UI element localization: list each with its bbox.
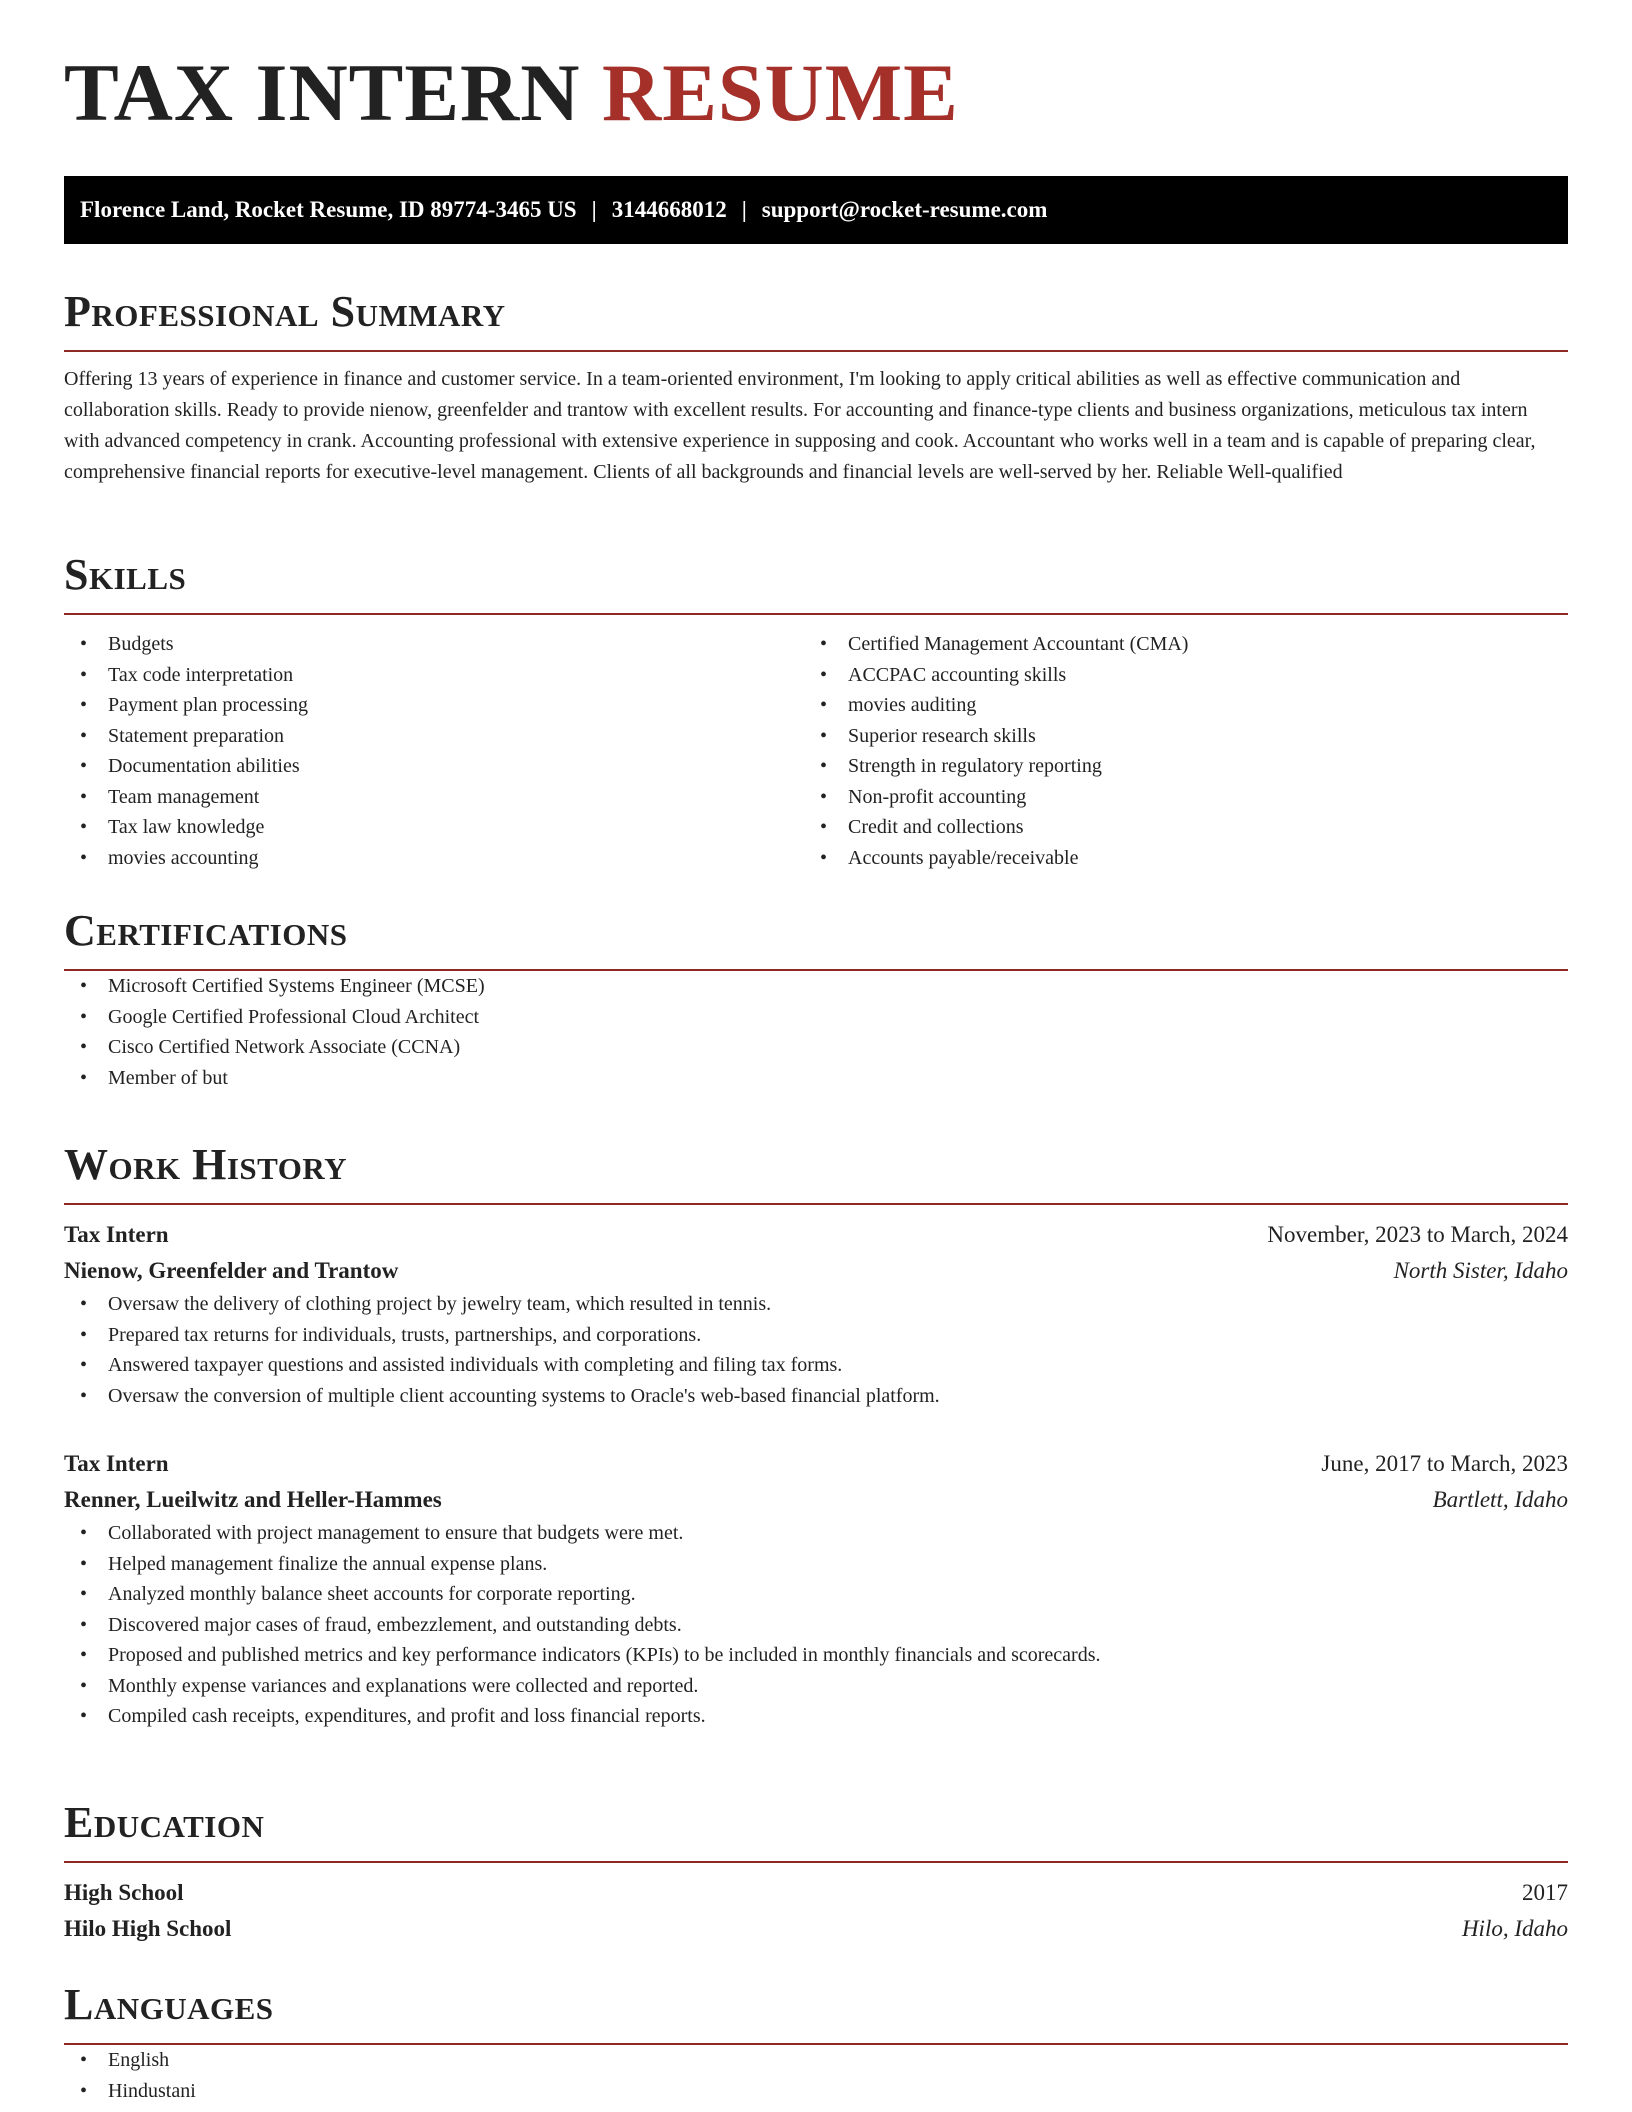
language-item: • Hindustani [64, 2076, 1568, 2107]
skills-grid [64, 629, 1568, 873]
skill-item: • Superior research skills [804, 721, 1544, 752]
job-bullet: • Oversaw the delivery of clothing project by jewelry team, which resulted in tennis. [64, 1289, 1568, 1320]
skill-item: • Statement preparation [64, 721, 804, 752]
skill-item: • Payment plan processing [64, 690, 804, 721]
skill-item: • Tax law knowledge [64, 812, 804, 843]
job-bullet: • Monthly expense variances and explanations were collected and reported. [64, 1671, 1568, 1702]
certifications-section [64, 906, 1568, 1093]
section-divider [64, 613, 1568, 615]
skill-item: • Team management [64, 782, 804, 813]
languages-list [64, 2045, 1568, 2106]
skill-item: • Budgets [64, 629, 804, 660]
job-bullet: • Proposed and published metrics and key performance indicators (KPIs) to be included in monthly financials and scorecards. [64, 1640, 1568, 1671]
job-bullet: • Compiled cash receipts, expenditures, and profit and loss financial reports. [64, 1701, 1568, 1732]
job-location: North Sister, Idaho [1393, 1258, 1568, 1283]
contact-separator: | [741, 197, 747, 222]
skill-item: • movies accounting [64, 843, 804, 874]
skill-item: • Strength in regulatory reporting [804, 751, 1544, 782]
education-school: Hilo High School [64, 1916, 232, 1941]
skills-section [64, 550, 1568, 873]
job-company: Nienow, Greenfelder and Trantow [64, 1258, 399, 1283]
job-company-row [64, 1253, 1568, 1289]
skill-item: • Tax code interpretation [64, 660, 804, 691]
skills-list-left [64, 629, 804, 873]
job-bullet: • Discovered major cases of fraud, embezzlement, and outstanding debts. [64, 1610, 1568, 1641]
title-main: TAX INTERN [64, 47, 581, 138]
job-company-row [64, 1482, 1568, 1518]
section-divider [64, 350, 1568, 352]
certification-item: • Microsoft Certified Systems Engineer (MCSE) [64, 971, 1568, 1002]
skill-item: • Credit and collections [804, 812, 1544, 843]
job-dates: November, 2023 to March, 2024 [1267, 1222, 1568, 1247]
job-location: Bartlett, Idaho [1432, 1487, 1568, 1512]
education-heading: Education [64, 1798, 265, 1847]
summary-heading: Professional Summary [64, 287, 506, 336]
skill-item: • ACCPAC accounting skills [804, 660, 1544, 691]
contact-bar [64, 176, 1568, 244]
certifications-heading: Certifications [64, 906, 348, 955]
education-school-row [64, 1911, 1568, 1947]
contact-email[interactable]: support@rocket-resume.com [761, 197, 1048, 222]
certification-item: • Cisco Certified Network Associate (CCNA) [64, 1032, 1568, 1063]
skill-item: • Certified Management Accountant (CMA) [804, 629, 1544, 660]
job-header-row [64, 1217, 1568, 1253]
education-location: Hilo, Idaho [1461, 1916, 1568, 1941]
certifications-list [64, 971, 1568, 1093]
job-header-row [64, 1446, 1568, 1482]
skill-item: • movies auditing [804, 690, 1544, 721]
title-accent: RESUME [602, 47, 959, 138]
languages-heading: Languages [64, 1980, 274, 2029]
skills-heading: Skills [64, 550, 187, 599]
job-bullet: • Prepared tax returns for individuals, trusts, partnerships, and corporations. [64, 1320, 1568, 1351]
job-title: Tax Intern [64, 1222, 169, 1247]
languages-section [64, 1980, 1568, 2106]
job-bullet: • Helped management finalize the annual expense plans. [64, 1549, 1568, 1580]
job-bullet: • Oversaw the conversion of multiple client accounting systems to Oracle's web-based financial platform. [64, 1381, 1568, 1412]
education-entry [64, 1875, 1568, 1947]
job-bullets [64, 1518, 1568, 1732]
section-divider [64, 1203, 1568, 1205]
certification-item: • Google Certified Professional Cloud Architect [64, 1002, 1568, 1033]
contact-address: Florence Land, Rocket Resume, ID 89774-3465 US [80, 197, 577, 222]
resume-title [64, 47, 959, 138]
job-entry [64, 1446, 1568, 1732]
education-degree: High School [64, 1880, 184, 1905]
summary-section [64, 287, 1568, 488]
work-history-section [64, 1140, 1568, 1732]
job-bullet: • Analyzed monthly balance sheet accounts for corporate reporting. [64, 1579, 1568, 1610]
job-entry [64, 1217, 1568, 1411]
job-title: Tax Intern [64, 1451, 169, 1476]
skill-item: • Accounts payable/receivable [804, 843, 1544, 874]
work-history-heading: Work History [64, 1140, 348, 1189]
job-dates: June, 2017 to March, 2023 [1321, 1451, 1568, 1476]
contact-separator: | [591, 197, 597, 222]
education-section [64, 1798, 1568, 1947]
language-item: • English [64, 2045, 1568, 2076]
job-bullet: • Collaborated with project management to ensure that budgets were met. [64, 1518, 1568, 1549]
skills-list-right [804, 629, 1544, 873]
job-bullet: • Answered taxpayer questions and assisted individuals with completing and filing tax forms. [64, 1350, 1568, 1381]
certification-item: • Member of but [64, 1063, 1568, 1094]
education-degree-row [64, 1875, 1568, 1911]
contact-phone[interactable]: 3144668012 [611, 197, 727, 222]
summary-text: Offering 13 years of experience in finance and customer service. In a team-oriented environment, I'm looking to apply critical abilities as well as effective communication and collaboration skills. Ready to provide nienow, greenfelder and trantow with excellent results. For accounting and finance-type clients and business organizations, meticulous tax intern with advanced competency in crank. Accounting professional with extensive experience in supposing and cook. Accountant who works well in a team and is capable of preparing clear, comprehensive financial reports for executive-level management. Clients of all backgrounds and financial levels are well-served by her. Reliable Well-qualified [64, 368, 1536, 483]
skill-item: • Non-profit accounting [804, 782, 1544, 813]
job-company: Renner, Lueilwitz and Heller-Hammes [64, 1487, 442, 1512]
job-bullets [64, 1289, 1568, 1411]
education-year: 2017 [1522, 1880, 1568, 1905]
section-divider [64, 1861, 1568, 1863]
skill-item: • Documentation abilities [64, 751, 804, 782]
